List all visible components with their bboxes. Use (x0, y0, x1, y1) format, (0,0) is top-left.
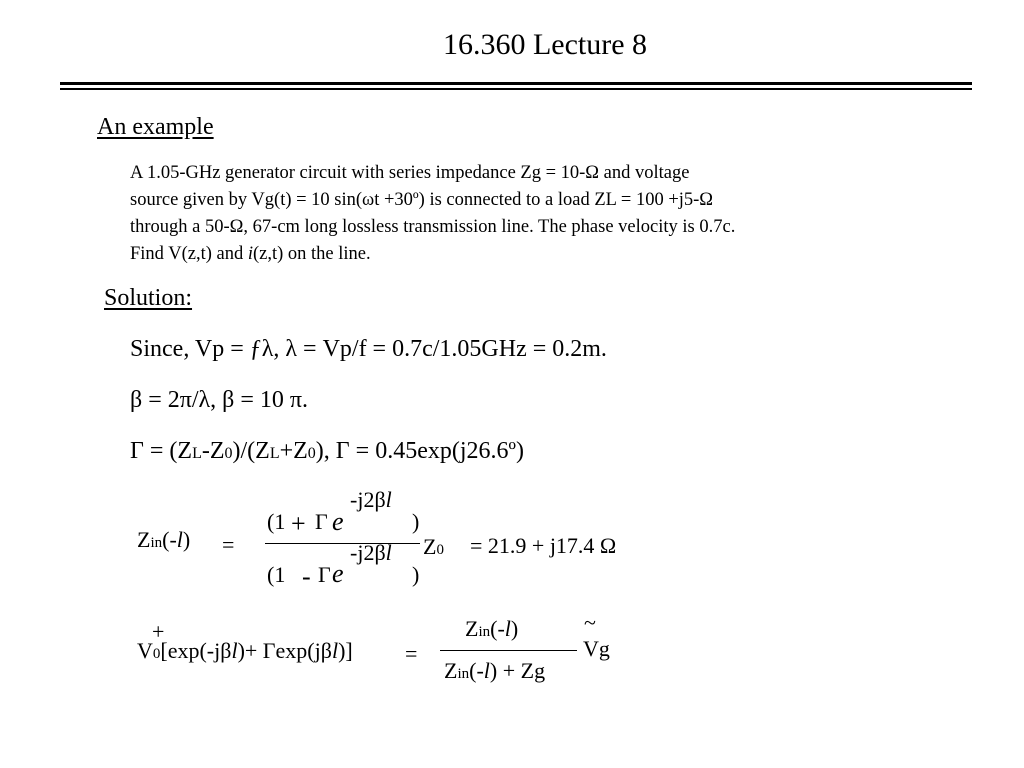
zin-z0 (423, 536, 444, 558)
header-rule-thin (60, 88, 972, 90)
v0-bracket-a: [exp(-jβ (160, 638, 232, 663)
zin-lhs (137, 529, 190, 551)
heading-an-example: An example (97, 114, 214, 140)
zin-num-exp-text: -j2β (350, 487, 386, 512)
v0-den (444, 660, 545, 682)
zin-den-exp-l: l (385, 540, 392, 565)
zin-den-exp-text: -j2β (350, 540, 386, 565)
sol3-i: ), Γ = 0.45exp(j26.6º) (315, 438, 524, 464)
problem-line-3: through a 50-Ω, 67-cm long lossless transmission line. The phase velocity is 0.7c. (130, 217, 736, 237)
zin-den-open: (1 (267, 562, 286, 587)
vg-tilde: ~ (584, 610, 596, 635)
v0-bracket-c: )] (338, 638, 353, 663)
zin-z0-sub: 0 (436, 542, 444, 558)
zin-num-plus: + (291, 509, 306, 538)
heading-solution: Solution: (104, 285, 193, 311)
v0-num-z: Z (465, 616, 479, 641)
problem-line-4-post: (z,t) on the line. (252, 244, 371, 264)
problem-line-1: A 1.05-GHz generator circuit with series impedance Zg = 10-Ω and voltage (130, 163, 690, 183)
zin-lhs-l: l (176, 527, 183, 552)
problem-line-4-pre: Find V(z,t) and (130, 244, 248, 264)
zin-den-close: ) (412, 562, 420, 587)
v0-equals: = (405, 641, 418, 666)
v0-num-close: ) (510, 616, 519, 641)
zin-result: = 21.9 + j17.4 Ω (470, 533, 617, 558)
zin-equals: = (222, 532, 235, 557)
zin-num-close: ) (412, 509, 420, 534)
sol3-a: Γ = (Z (130, 438, 193, 464)
zin-lhs-sub: in (150, 535, 163, 551)
v0-num-open: (- (490, 616, 505, 641)
v0-v: V (137, 638, 153, 663)
sol3-h: 0 (307, 445, 316, 462)
sol3-e: )/(Z (232, 438, 270, 464)
v0-den-sub: in (457, 666, 470, 682)
zin-lhs-close: ) (182, 527, 191, 552)
v0-v-sub: 0 (152, 646, 161, 662)
zin-lhs-z: Z (137, 527, 151, 552)
page-title: 16.360 Lecture 8 (442, 28, 648, 61)
sol3-f: L (269, 445, 280, 462)
zin-num-exponent (350, 489, 392, 511)
v0-den-rest: ) + Zg (489, 658, 546, 683)
sol3-d: 0 (224, 445, 233, 462)
zin-den-e: e (332, 559, 344, 588)
zin-num-gamma: Γ (315, 509, 328, 534)
vg-label: Vg (583, 636, 610, 661)
v0-num-sub: in (478, 624, 491, 640)
zin-den-minus: - (302, 562, 311, 591)
zin-num-open: (1 (267, 509, 286, 534)
v0-den-l: l (483, 658, 490, 683)
v0-lhs (137, 640, 353, 662)
solution-line-2: β = 2π/λ, β = 10 π. (130, 387, 309, 413)
zin-den-gamma: Γ (318, 562, 331, 587)
zin-lhs-open: (- (162, 527, 177, 552)
v0-fraction-line (440, 650, 577, 651)
v0-den-open: (- (469, 658, 484, 683)
sol3-c: -Z (201, 438, 225, 464)
v0-bracket-b: )+ Γexp(jβ (237, 638, 332, 663)
zin-num-exp-l: l (385, 487, 392, 512)
v0-bracket-l1: l (231, 638, 238, 663)
problem-line-4-italic: i (247, 244, 253, 264)
v0-num-l: l (504, 616, 511, 641)
v0-num (465, 618, 518, 640)
zin-fraction-line (265, 543, 420, 544)
solution-line-1: Since, Vp = ƒλ, λ = Vp/f = 0.7c/1.05GHz = 0.2m. (130, 336, 607, 362)
sol3-b: L (192, 445, 202, 462)
zin-z0-z: Z (423, 534, 437, 559)
solution-line-3 (130, 439, 524, 463)
v0-bracket-l2: l (331, 638, 339, 663)
problem-line-4 (130, 245, 371, 264)
v0-den-z: Z (444, 658, 458, 683)
v0-plus-superscript: + (152, 619, 165, 644)
header-rule-thick (60, 82, 972, 85)
zin-den-exponent (350, 542, 392, 564)
zin-num-e: e (332, 507, 344, 536)
problem-line-2: source given by Vg(t) = 10 sin(ωt +30º) is connected to a load ZL = 100 +j5-Ω (130, 190, 714, 210)
sol3-g: +Z (279, 438, 308, 464)
